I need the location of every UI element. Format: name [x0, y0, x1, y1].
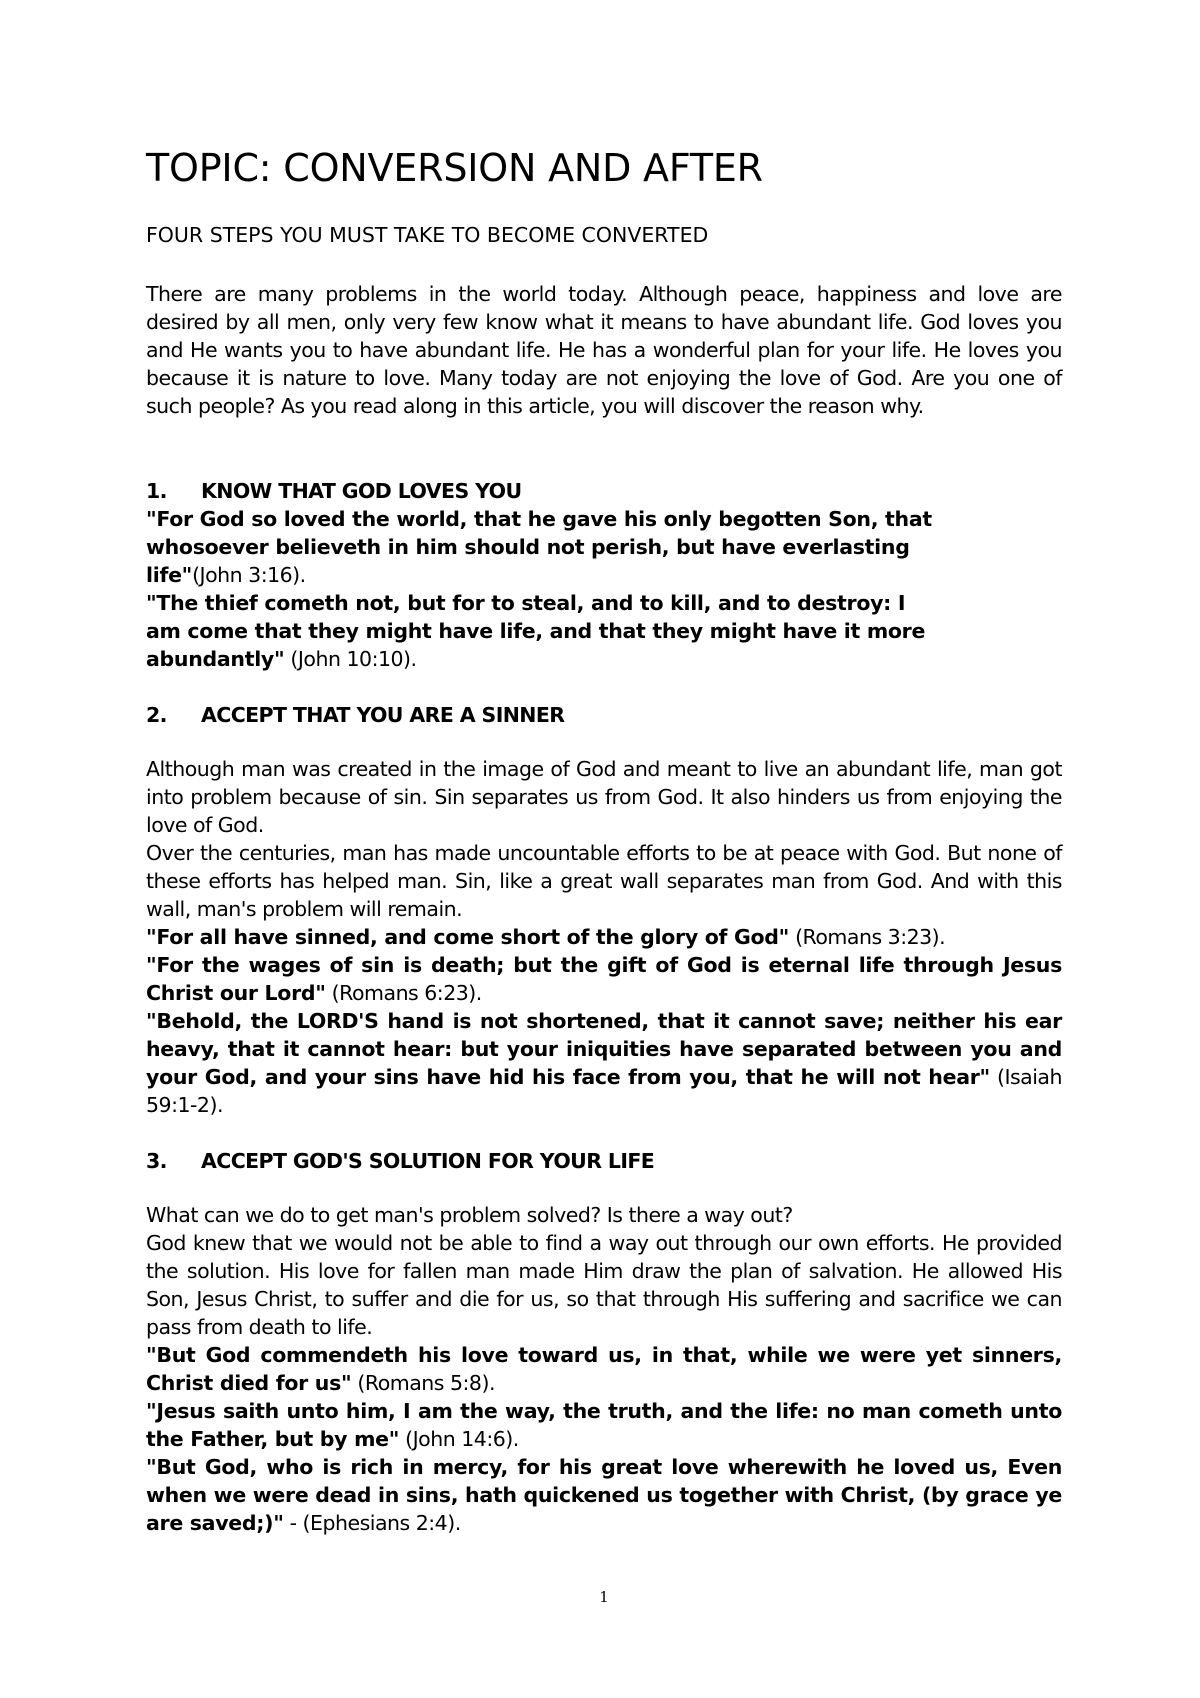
verse-ref: (Romans 3:23). [789, 925, 946, 949]
section-3-body [146, 1201, 1062, 1537]
verse-text: "But God commendeth his love toward us, in that, while we were yet sinners, Christ died for us" [146, 1343, 1062, 1395]
verse-ref: (Isaiah 59:1-2). [146, 1065, 1062, 1117]
verse-ref: (Romans 6:23). [325, 981, 482, 1005]
verse-john-3-16 [146, 505, 946, 589]
page-title: TOPIC: CONVERSION AND AFTER [146, 146, 763, 190]
verse-text: "For God so loved the world, that he gave his only begotten Son, that whosoever believeth in him should not perish, but have everlasting life" [146, 507, 932, 587]
section-3-heading [146, 1147, 654, 1175]
paragraph: Although man was created in the image of God and meant to live an abundant life, man got into problem because of sin. Sin separates us from God. It also hinders us from enjoying the love of God. [146, 757, 1062, 837]
intro-text: There are many problems in the world today. Although peace, happiness and love are desired by all men, only very few know what it means to have abundant life. God loves you and He wants you to have abundant life. He has a wonderful plan for your life. He loves you because it is nature to love. Many today are not enjoying the love of God. Are you one of such people? As you read along in this article, you will discover the reason why. [146, 282, 1062, 418]
verse-text: "Jesus saith unto him, I am the way, the truth, and the life: no man cometh unto the Father, but by me" [146, 1399, 1062, 1451]
verse-isaiah-59-1-2 [146, 1007, 1062, 1119]
verse-ref: (John 3:16). [192, 563, 306, 587]
verse-text: "For all have sinned, and come short of the glory of God" [146, 925, 790, 949]
verse-text: "For the wages of sin is death; but the gift of God is eternal life through Jesus Christ our Lord" [146, 953, 1062, 1005]
document-page [146, 0, 1062, 1698]
section-1-number: 1. [146, 479, 167, 503]
section-1-heading [146, 477, 522, 505]
page-number: 1 [599, 1588, 609, 1606]
verse-ref: (John 14:6). [399, 1427, 519, 1451]
verse-romans-5-8 [146, 1341, 1062, 1397]
paragraph: What can we do to get man's problem solved? Is there a way out? [146, 1203, 793, 1227]
verse-romans-3-23 [146, 923, 1062, 951]
paragraph: Over the centuries, man has made uncountable efforts to be at peace with God. But none of these efforts has helped man. Sin, like a great wall separates man from God. And with this wall, man's problem will remain. [146, 841, 1062, 921]
verse-text: "The thief cometh not, but for to steal, and to kill, and to destroy: I am come that they might have life, and that they might have it more abundantly" [146, 591, 926, 671]
verse-ephesians-2-4 [146, 1453, 1062, 1537]
verse-ref: (Romans 5:8). [351, 1371, 495, 1395]
section-1-title: KNOW THAT GOD LOVES YOU [201, 479, 522, 503]
verse-john-14-6 [146, 1397, 1062, 1453]
intro-paragraph [146, 280, 1062, 420]
section-2-body [146, 755, 1062, 1119]
verse-ref: - (Ephesians 2:4). [283, 1511, 461, 1535]
section-2-title: ACCEPT THAT YOU ARE A SINNER [201, 703, 565, 727]
section-1-verses [146, 505, 946, 673]
verse-romans-6-23 [146, 951, 1062, 1007]
section-3-title: ACCEPT GOD'S SOLUTION FOR YOUR LIFE [201, 1149, 655, 1173]
section-2-heading [146, 701, 564, 729]
verse-john-10-10 [146, 589, 946, 673]
section-2-number: 2. [146, 703, 167, 727]
page-subtitle: FOUR STEPS YOU MUST TAKE TO BECOME CONVERTED [146, 223, 709, 247]
section-3-number: 3. [146, 1149, 167, 1173]
verse-text: "Behold, the LORD'S hand is not shortened, that it cannot save; neither his ear heavy, that it cannot hear: but your iniquities have separated between you and your God, and your sins have hid his face from you, that he will not hear" [146, 1009, 1062, 1089]
verse-text: "But God, who is rich in mercy, for his great love wherewith he loved us, Even when we were dead in sins, hath quickened us together with Christ, (by grace ye are saved;)" [146, 1455, 1062, 1535]
paragraph: God knew that we would not be able to find a way out through our own efforts. He provided the solution. His love for fallen man made Him draw the plan of salvation. He allowed His Son, Jesus Christ, to suffer and die for us, so that through His suffering and sacrifice we can pass from death to life. [146, 1231, 1062, 1339]
verse-ref: (John 10:10). [284, 647, 417, 671]
